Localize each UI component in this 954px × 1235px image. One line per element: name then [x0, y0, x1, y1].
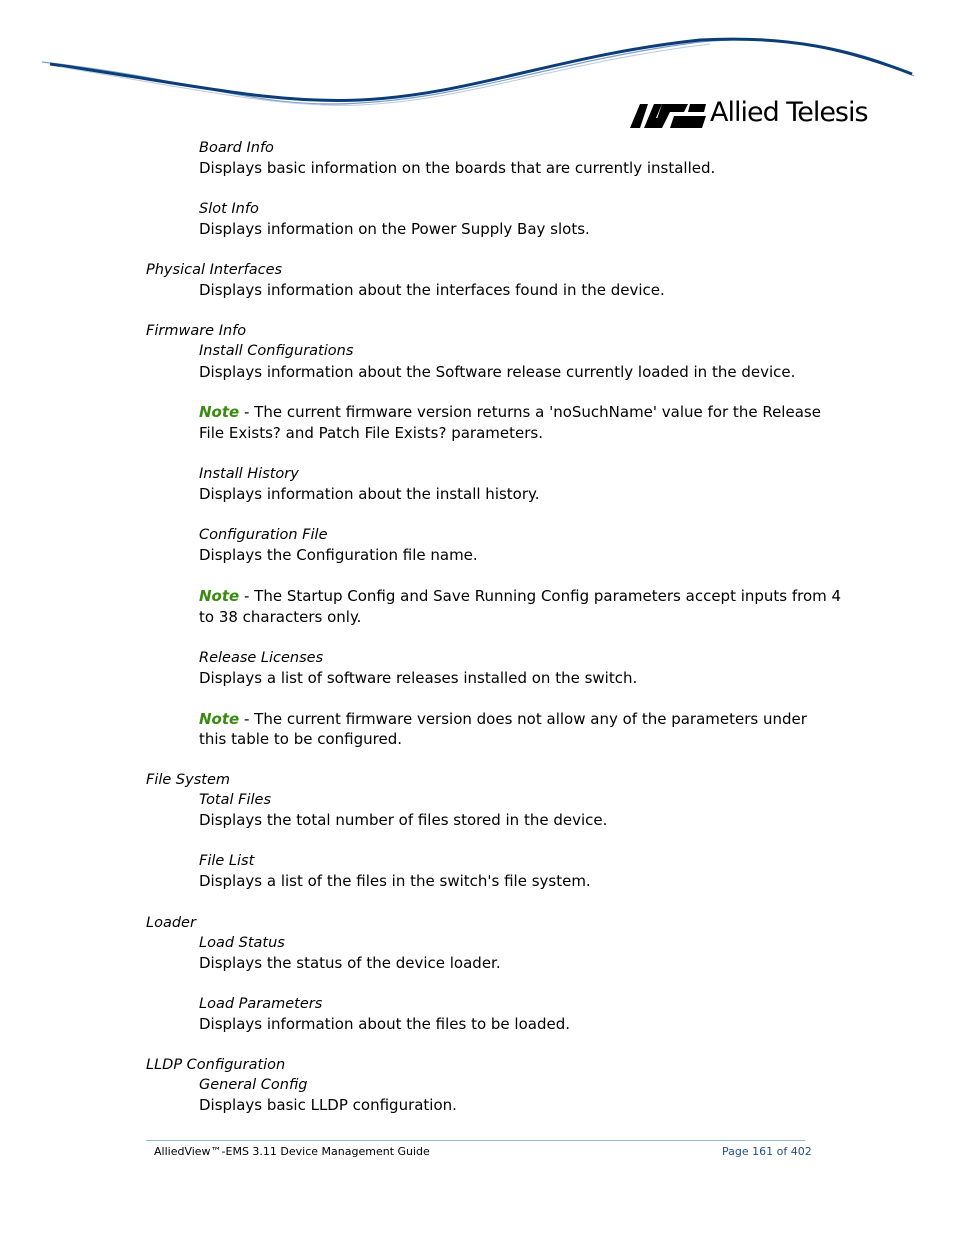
- board-info-description: Displays basic information on the boards that are currently installed.: [199, 159, 716, 177]
- note-2-text: - The Startup Config and Save Running Config parameters accept inputs from 4: [239, 587, 842, 605]
- file-system-heading: File System: [146, 772, 230, 788]
- total-files-heading: Total Files: [199, 792, 272, 808]
- allied-telesis-logo: [630, 97, 870, 134]
- note-1-continued: File Exists? and Patch File Exists? parameters.: [199, 424, 543, 442]
- slot-info-description: Displays information on the Power Supply Bay slots.: [199, 220, 590, 238]
- note-2-continued: to 38 characters only.: [199, 608, 362, 626]
- install-history-heading: Install History: [199, 466, 299, 482]
- general-config-description: Displays basic LLDP configuration.: [199, 1096, 457, 1114]
- firmware-info-heading: Firmware Info: [146, 323, 247, 339]
- note-3: [199, 709, 807, 729]
- footer-guide-title: AlliedView™-EMS 3.11 Device Management Guide: [154, 1145, 430, 1158]
- general-config-heading: General Config: [199, 1077, 308, 1093]
- physical-interfaces-description: Displays information about the interfaces found in the device.: [199, 281, 665, 299]
- install-history-description: Displays information about the install history.: [199, 485, 540, 503]
- loader-heading: Loader: [146, 915, 196, 931]
- file-list-heading: File List: [199, 853, 255, 869]
- logo-mark-icon: [630, 104, 706, 128]
- configuration-file-heading: Configuration File: [199, 527, 328, 543]
- lldp-configuration-heading: LLDP Configuration: [146, 1057, 286, 1073]
- install-configurations-description: Displays information about the Software release currently loaded in the device.: [199, 363, 796, 381]
- load-parameters-description: Displays information about the files to be loaded.: [199, 1015, 570, 1033]
- release-licenses-description: Displays a list of software releases installed on the switch.: [199, 669, 638, 687]
- footer-page-number: Page 161 of 402: [722, 1145, 812, 1158]
- load-status-description: Displays the status of the device loader.: [199, 954, 501, 972]
- total-files-description: Displays the total number of files stored in the device.: [199, 811, 608, 829]
- board-info-heading: Board Info: [199, 140, 274, 156]
- slot-info-heading: Slot Info: [199, 201, 259, 217]
- note-label: Note: [199, 403, 240, 421]
- load-parameters-heading: Load Parameters: [199, 996, 323, 1012]
- note-1-text: - The current firmware version returns a 'noSuchName' value for the Release: [239, 403, 821, 421]
- install-configurations-heading: Install Configurations: [199, 343, 354, 359]
- note-label: Note: [199, 587, 240, 605]
- load-status-heading: Load Status: [199, 935, 285, 951]
- footer-divider: [146, 1140, 805, 1141]
- file-list-description: Displays a list of the files in the switch's file system.: [199, 872, 591, 890]
- physical-interfaces-heading: Physical Interfaces: [146, 262, 283, 278]
- note-1: [199, 402, 821, 422]
- logo-text: Allied Telesis: [710, 97, 868, 128]
- release-licenses-heading: Release Licenses: [199, 650, 324, 666]
- note-label: Note: [199, 710, 240, 728]
- note-2: [199, 586, 841, 606]
- note-3-continued: this table to be configured.: [199, 730, 403, 748]
- configuration-file-description: Displays the Configuration file name.: [199, 546, 478, 564]
- note-3-text: - The current firmware version does not allow any of the parameters under: [239, 710, 807, 728]
